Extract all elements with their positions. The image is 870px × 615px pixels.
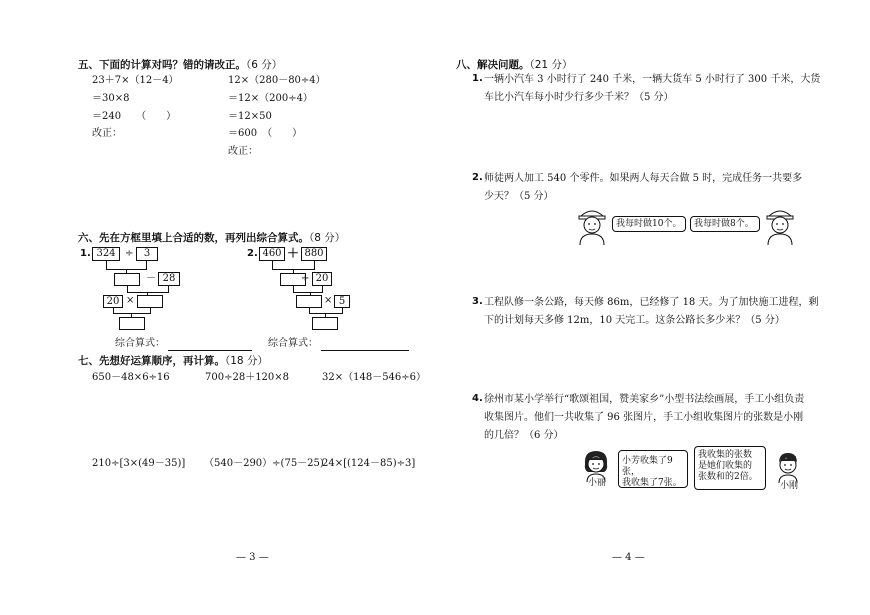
question-3-text-line-2: 下的计划每天多修 12m，10 天完工。这条公路长多少米？（5 分） (484, 315, 785, 326)
calc-a-line-3: ＝240 （ ） (92, 111, 177, 122)
p1-connector (127, 292, 169, 293)
question-1-number: 1. (472, 73, 483, 84)
question-3-text-line-1: 工程队修一条公路，每天修 86m，已经修了 18 天。为了加快施工进程，剩 (484, 297, 819, 308)
p2-result-box[interactable] (312, 317, 338, 330)
p1-formula-label: 综合算式： (115, 338, 165, 349)
p1-connector (106, 261, 107, 269)
page-number-left: — 3 — (236, 552, 269, 563)
question-4-text-line-2: 收集图片。他们一共收集了 96 张图片，手工小组收集图片的张数是小刚 (484, 412, 804, 423)
page-number-right: — 4 — (612, 552, 645, 563)
p2-formula-answer-line[interactable] (321, 336, 409, 351)
speech-line: 小芳收集了9张， (622, 456, 673, 477)
p2-box-880: 880 (301, 247, 327, 261)
problem-2-label: 2. (247, 248, 258, 259)
p1-box-20: 20 (103, 295, 123, 308)
question-1-text-line-1: 一辆小汽车 3 小时行了 240 千米，一辆大货车 5 小时行了 300 千米，大货 (484, 74, 821, 85)
question-2-text-line-1: 师徒两人加工 540 个零件。如果两人每天合做 5 时，完成任务一共要多 (484, 173, 803, 184)
calc-expression: （540－290）÷(75－25) (204, 458, 324, 469)
p1-op-divide: ÷ (125, 248, 134, 259)
p2-blank-box[interactable] (296, 295, 322, 308)
p2-connector (293, 292, 323, 293)
question-1-text-line-2: 车比小汽车每小时少行多少千米？（5 分） (484, 92, 674, 103)
speech-bubble-master: 我每时做10个。 (612, 216, 686, 232)
speech-bubble-apprentice: 我每时做8个。 (690, 216, 760, 232)
calc-b-correction: 改正： (228, 146, 258, 157)
p1-op-times: × (126, 295, 135, 306)
boy-xiaogang-icon (770, 447, 806, 483)
section-5-title: 五、下面的计算对吗？错的请改正。（6 分） (78, 59, 283, 71)
p1-box-3: 3 (136, 247, 158, 261)
section-7-title: 七、先想好运算顺序，再计算。（18 分） (78, 355, 268, 367)
p1-op-minus: － (146, 273, 156, 284)
calc-b-line-1: 12×（280－80÷4） (228, 75, 326, 86)
calc-b-line-2: ＝12×（200÷4） (228, 93, 313, 104)
p1-blank-box[interactable] (137, 295, 163, 308)
problem-1-label: 1. (80, 248, 91, 259)
p2-box-460: 460 (259, 247, 285, 261)
p1-result-box[interactable] (119, 317, 145, 330)
question-4-text-line-3: 的几倍？（6 分） (484, 430, 564, 441)
calc-a-correction: 改正： (92, 128, 122, 139)
p2-connector (314, 261, 315, 269)
p1-blank-box[interactable] (114, 273, 140, 286)
p2-op-plus: ＋ (287, 246, 300, 260)
speech-bubble-xiaoli (618, 450, 688, 488)
p2-connector (309, 313, 343, 314)
question-2-text-line-2: 少天？（5 分） (484, 191, 554, 202)
question-4-number: 4. (472, 393, 483, 404)
calc-expression: 700÷28＋120×8 (205, 372, 290, 383)
speech-bubble-xiaogang (694, 446, 766, 490)
question-3-number: 3. (472, 296, 483, 307)
p2-formula-label: 综合算式： (268, 338, 318, 349)
p1-box-28: 28 (158, 272, 180, 286)
name-label-xiaoli: 小丽 (588, 478, 607, 488)
master-worker-icon (574, 205, 610, 245)
p2-box-20: 20 (312, 272, 332, 286)
calc-expression: 650－48×6÷16 (92, 372, 170, 383)
speech-line: 是她们收集的 (698, 461, 753, 471)
p2-box-5: 5 (334, 295, 350, 308)
name-label-xiaogang: 小刚 (780, 481, 799, 491)
p1-box-324: 324 (92, 247, 120, 261)
apprentice-worker-icon (762, 205, 798, 245)
p1-connector (146, 261, 147, 269)
p1-connector (113, 313, 151, 314)
calc-a-line-2: ＝30×8 (92, 93, 130, 104)
calc-a-line-1: 23＋7×（12－4） (92, 75, 179, 86)
p2-op-divide: ÷ (301, 273, 310, 284)
section-8-title: 八、解决问题。（21 分） (456, 59, 573, 71)
p2-op-times: × (324, 295, 333, 306)
calc-expression: 32×（148－546÷6） (322, 372, 427, 383)
calc-expression: 24×[(124－85)÷3] (322, 458, 416, 469)
p2-connector (272, 261, 273, 269)
question-2-number: 2. (472, 172, 483, 183)
section-6-title: 六、先在方框里填上合适的数，再列出综合算式。（8 分） (78, 232, 346, 244)
speech-line: 张数和的2倍。 (698, 472, 758, 482)
calc-expression: 210÷[3×(49－35)] (92, 458, 186, 469)
p1-formula-answer-line[interactable] (168, 336, 252, 351)
speech-line: 我收集的张数 (698, 450, 753, 460)
speech-line: 我收集了7张。 (622, 478, 682, 488)
calc-b-line-3: ＝12×50 (228, 111, 272, 122)
question-4-text-line-1: 徐州市某小学举行“歌颂祖国，赞美家乡”小型书法绘画展，手工小组负责 (484, 394, 805, 405)
calc-b-line-4: ＝600 （ ） (228, 128, 303, 139)
